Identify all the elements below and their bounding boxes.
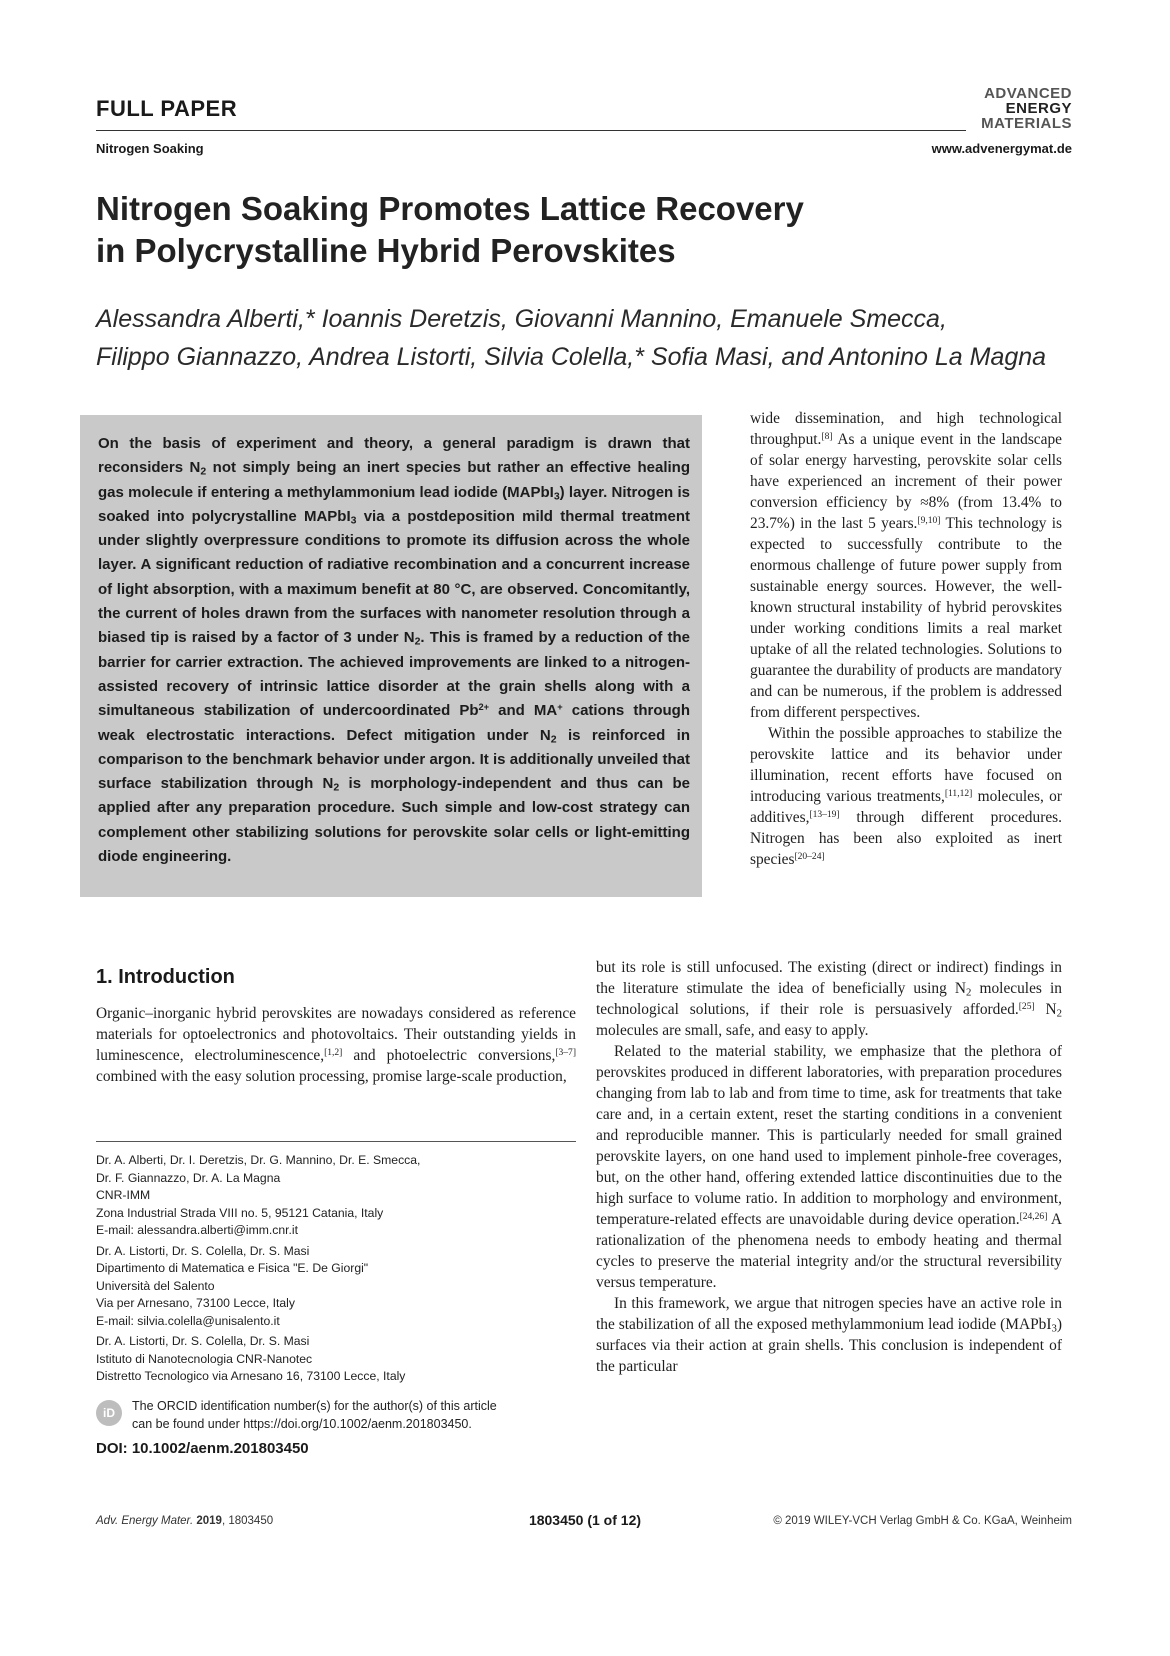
text-seg: molecules are small, safe, and easy to apply. <box>596 1022 869 1039</box>
affiliation-line: Dr. A. Alberti, Dr. I. Deretzis, Dr. G. Mannino, Dr. E. Smecca, <box>96 1153 421 1167</box>
footer-year: 2019 <box>196 1515 222 1527</box>
title-line-2: in Polycrystalline Hybrid Perovskites <box>96 232 676 269</box>
paper-type-label: FULL PAPER <box>96 96 238 121</box>
footer-article-no: , 1803450 <box>221 1515 274 1527</box>
subscript: 2 <box>1056 1007 1062 1020</box>
affiliation-line: Dr. A. Listorti, Dr. S. Colella, Dr. S. Masi <box>96 1243 310 1258</box>
text-seg: Organic–inorganic hybrid perovskites are nowadays considered as reference materials for optoelectronics and photovoltaics. Their outstanding yields in luminescence, electroluminescence, <box>96 1005 576 1064</box>
citation[interactable]: [8] <box>821 430 833 442</box>
left-column <box>96 1003 576 1087</box>
authors-line-1: Alessandra Alberti,* Ioannis Deretzis, Giovanni Mannino, Emanuele Smecca, <box>96 305 947 333</box>
text-seg: combined with the easy solution processing, promise large-scale production, <box>96 1068 567 1085</box>
text-seg: Related to the material stability, we emphasize that the plethora of perovskites produced in different laboratories, with preparation procedures changing from lab to lab and from time to time, ask for treatments that take care and, in a certain extent, reset the starting conditions in a convenient and reproducible manner. This is particularly needed for small grained perovskite layers, on one hand used to implement pinhole-free coverages, but, on the other hand, offering extended lattice discontinuities due to the high surface to volume ratio. In addition to morphology and environment, temperature-related effects are unavoidable during device operation. <box>596 1043 1062 1228</box>
affiliation-line: Via per Arnesano, 73100 Lecce, Italy <box>96 1296 295 1310</box>
header-rule <box>96 130 966 131</box>
affiliation-email[interactable]: E-mail: alessandra.alberti@imm.cnr.it <box>96 1223 299 1237</box>
right-column-upper <box>750 408 1062 870</box>
title-line-1: Nitrogen Soaking Promotes Lattice Recovery <box>96 190 804 227</box>
footer-citation <box>96 1515 273 1527</box>
author-list <box>96 300 1096 376</box>
subscript: 3 <box>553 490 560 503</box>
text-seg: but its role is still unfocused. The existing (direct or indirect) findings in the literature stimulate the idea of beneficially using N <box>596 959 1062 997</box>
abstract-seg: and MA <box>489 702 558 720</box>
superscript: 2+ <box>478 702 490 713</box>
journal-logo-line-1: ADVANCED <box>984 85 1072 102</box>
citation[interactable]: [9,10] <box>917 514 941 526</box>
affiliation-block <box>96 1243 576 1331</box>
affiliation-line: Università del Salento <box>96 1278 215 1293</box>
subscript: 2 <box>200 465 207 478</box>
abstract-seg: not simply being an inert species but rather an effective healing gas molecule if entering a methylammonium lead iodide (MAPbI <box>98 459 690 501</box>
paragraph <box>750 723 1062 870</box>
abstract-seg: ) layer. Nitrogen is soaked into polycrystalline MAPbI <box>98 483 690 525</box>
section-label: Nitrogen Soaking <box>96 141 204 156</box>
orcid-line-2[interactable]: can be found under https://doi.org/10.1002/aenm.201803450. <box>132 1416 472 1431</box>
paragraph <box>750 408 1062 723</box>
citation[interactable]: [11,12] <box>944 787 973 799</box>
superscript: + <box>557 702 563 713</box>
abstract-seg: is reinforced in comparison to the benchmark behavior under argon. It is additionally unveiled that surface stabilization through N <box>98 726 690 793</box>
footer-journal: Adv. Energy Mater. <box>96 1515 194 1527</box>
journal-logo-line-2: ENERGY <box>1005 100 1072 117</box>
abstract-seg: . This is framed by a reduction of the barrier for carrier extraction. The achieved improvements are linked to a nitrogen-assisted recovery of intrinsic lattice disorder at the grain shells along with a simultaneous stabilization of undercoordinated Pb <box>98 629 690 720</box>
affiliation-line: Istituto di Nanotecnologia CNR-Nanotec <box>96 1351 313 1366</box>
subscript: 3 <box>1051 1322 1057 1335</box>
paragraph <box>96 1003 576 1087</box>
citation[interactable]: [1,2] <box>324 1046 343 1058</box>
affiliation-block <box>96 1333 576 1386</box>
orcid-note <box>132 1398 582 1433</box>
journal-logo <box>960 86 1072 131</box>
citation[interactable]: [3–7] <box>555 1046 576 1058</box>
text-seg: A rationalization of the phenomena needs to embody heating and thermal cycles to preserve the material integrity and/or the structural reversibility versus temperature. <box>596 1211 1062 1291</box>
text-seg: In this framework, we argue that nitrogen species have an active role in the stabilization of all the exposed methylammonium lead iodide (MAPbI <box>596 1295 1062 1333</box>
abstract-seg: via a postdeposition mild thermal treatment under slightly overpressure conditions to promote its diffusion across the whole layer. A significant reduction of radiative recombination and a concurrent increase of light absorption, with a maximum benefit at 80 °C, are observed. Concomitantly, the current of holes drawn from the surfaces with nanometer resolution through a biased tip is raised by a factor of 3 under N <box>98 507 690 647</box>
citation[interactable]: [24,26] <box>1019 1210 1048 1222</box>
abstract-text <box>98 432 690 869</box>
affiliation-rule <box>96 1141 576 1142</box>
affiliation-email[interactable]: E-mail: silvia.colella@unisalento.it <box>96 1313 280 1328</box>
citation[interactable]: [20–24] <box>794 850 825 862</box>
abstract-seg: On the basis of experiment and theory, a general paradigm is drawn that reconsiders N <box>98 435 690 477</box>
affiliation-line: Zona Industrial Strada VIII no. 5, 95121 Catania, Italy <box>96 1205 384 1220</box>
text-seg: molecules, or additives, <box>750 788 1062 826</box>
copyright: © 2019 WILEY-VCH Verlag GmbH & Co. KGaA, Weinheim <box>773 1515 1072 1527</box>
journal-logo-line-3: MATERIALS <box>981 115 1072 132</box>
subscript: 2 <box>333 781 340 794</box>
paragraph <box>596 1041 1062 1293</box>
text-seg: N <box>1034 1001 1057 1018</box>
subscript: 3 <box>350 514 357 527</box>
paragraph <box>596 1293 1062 1377</box>
abstract-seg: is morphology-independent and thus can be applied after any preparation procedure. Such simple and low-cost strategy can complement other stabilizing solutions for perovskite solar cells or light-emitting diode engineering. <box>98 775 690 866</box>
affiliation-block <box>96 1152 576 1240</box>
citation[interactable]: [25] <box>1018 1000 1035 1012</box>
text-seg: ) surfaces via their action at grain shells. This conclusion is independent of the particular <box>596 1316 1062 1375</box>
text-seg: As a unique event in the landscape of solar energy harvesting, perovskite solar cells have experienced an increment of their power conversion efficiency by ≈8% (from 13.4% to 23.7%) in the last 5 years. <box>750 431 1062 532</box>
affiliation-line: Distretto Tecnologico via Arnesano 16, 73100 Lecce, Italy <box>96 1369 406 1383</box>
page-number: 1803450 (1 of 12) <box>528 1512 642 1528</box>
text-seg: This technology is expected to successfully contribute to the enormous challenge of future power supply from sustainable energy sources. However, the well-known structural instability of hybrid perovskites under working conditions limits a real market uptake of all the related technologies. Solutions to guarantee the durability of products are mandatory and can be numerous, if the problem is addressed from different perspectives. <box>750 515 1063 721</box>
text-seg: wide dissemination, and high technological throughput. <box>750 410 1062 448</box>
text-seg: and photoelectric conversions, <box>342 1047 556 1064</box>
subscript: 2 <box>550 733 557 746</box>
text-seg: through different procedures. Nitrogen has been also exploited as inert species <box>750 809 1062 868</box>
text-seg: Within the possible approaches to stabilize the perovskite lattice and its behavior under illumination, recent efforts have focused on introducing various treatments, <box>750 725 1062 805</box>
subscript: 2 <box>414 636 421 648</box>
subscript: 2 <box>966 986 972 999</box>
affiliation-line: Dr. F. Giannazzo, Dr. A. La Magna <box>96 1170 281 1185</box>
article-title <box>96 188 996 272</box>
text-seg: molecules in technological solutions, if their role is persuasively afforded. <box>596 980 1062 1018</box>
paragraph <box>596 957 1062 1041</box>
orcid-line-1: The ORCID identification number(s) for the author(s) of this article <box>132 1399 497 1413</box>
affiliation-line: Dipartimento di Matematica e Fisica "E. De Giorgi" <box>96 1261 369 1275</box>
abstract-seg: cations through weak electrostatic interactions. Defect mitigation under N <box>98 702 690 744</box>
right-column-lower <box>596 957 1062 1377</box>
citation[interactable]: [13–19] <box>809 808 840 820</box>
affiliations <box>96 1152 576 1389</box>
doi[interactable]: DOI: 10.1002/aenm.201803450 <box>96 1440 309 1457</box>
affiliation-line: CNR-IMM <box>96 1188 151 1202</box>
affiliation-line: Dr. A. Listorti, Dr. S. Colella, Dr. S. Masi <box>96 1334 310 1348</box>
journal-url[interactable]: www.advenergymat.de <box>931 141 1072 156</box>
orcid-icon: iD <box>96 1400 122 1426</box>
authors-line-2: Filippo Giannazzo, Andrea Listorti, Silvia Colella,* Sofia Masi, and Antonino La Magna <box>96 343 1047 371</box>
section-heading-introduction: 1. Introduction <box>96 966 235 988</box>
